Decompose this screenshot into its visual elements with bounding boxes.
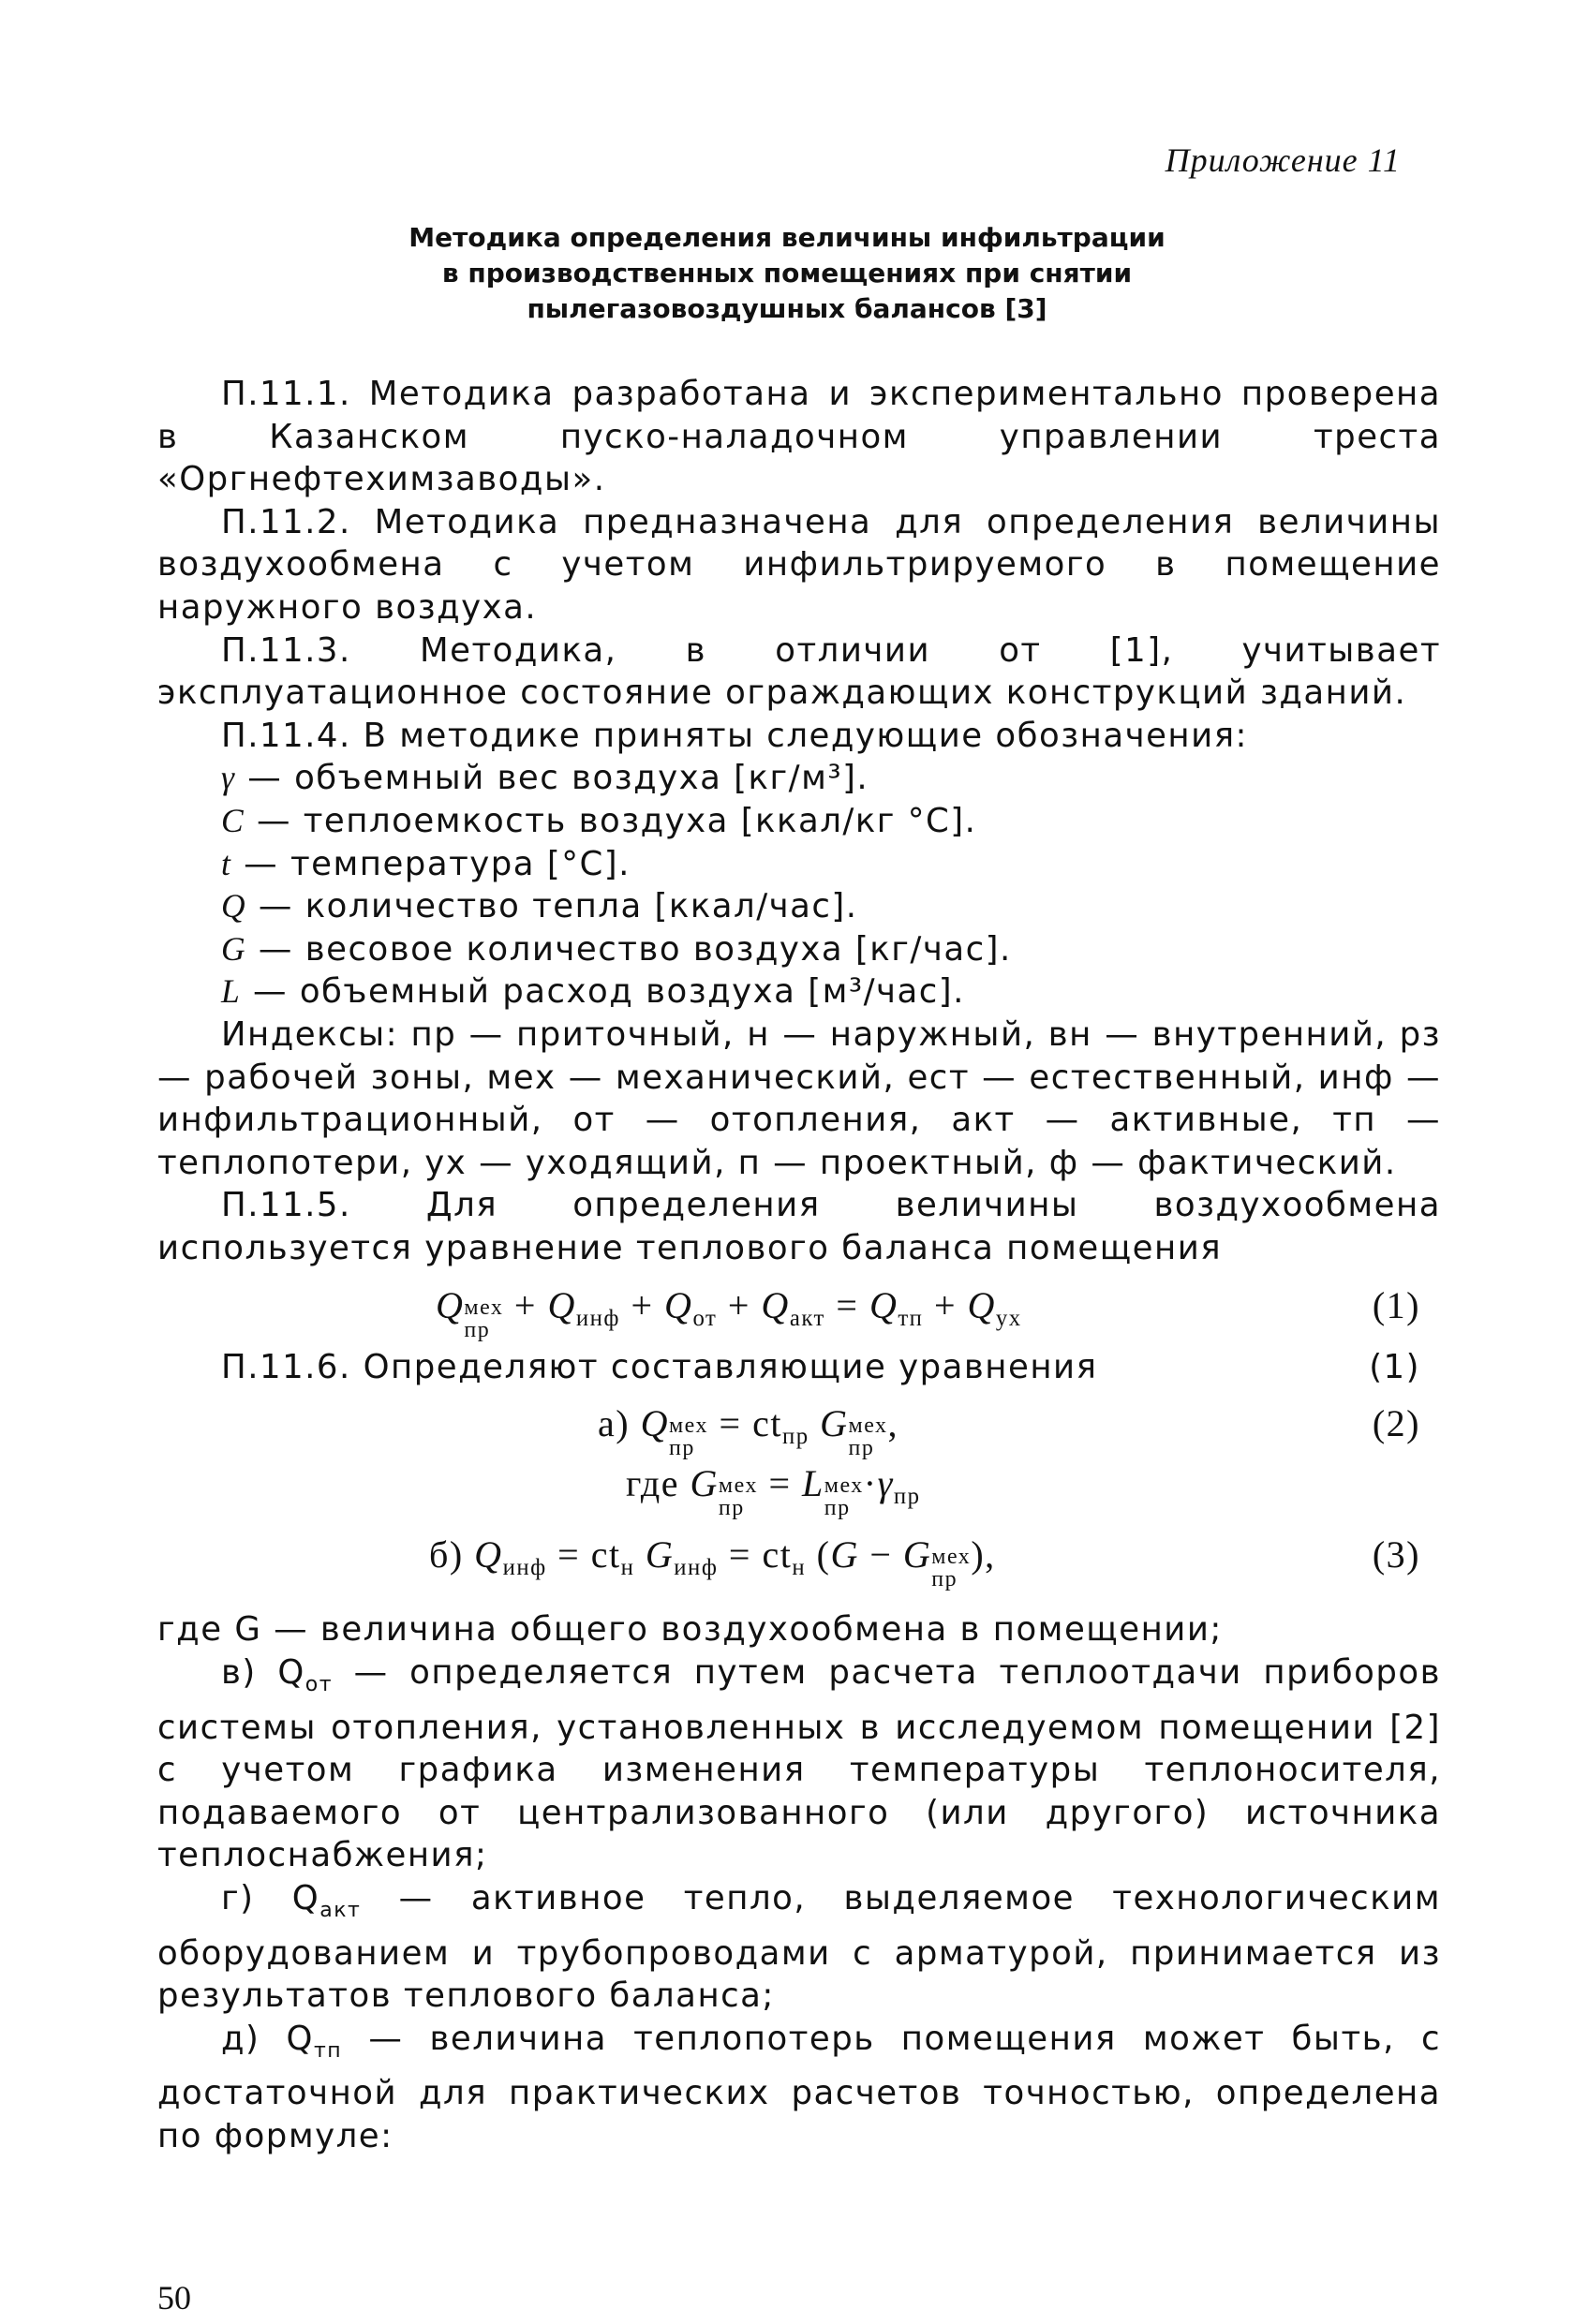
sup-mech: мех [848,1414,888,1439]
g-mech-indices [849,1414,888,1459]
sub-pr: пр [848,1436,875,1461]
symbol-letter: C [221,801,245,839]
symbol-description: — весовое количество воздуха [кг/час]. [246,929,1012,969]
symbol-q [157,885,1441,928]
paragraph-11-1: П.11.1. Методика разработана и экспериментально проверена в Казанском пуско-наладочном управлении треста «Оргнефтехимзаводы». [157,375,1441,499]
equation-2 [157,1397,1441,1461]
sub-tp: тп [898,1306,924,1332]
symbol-letter: γ [221,759,236,797]
equation-3-formula: б) $Q_{инф} = ct_н$ $G_{инф} = ct_н$ (G − G мех пр ), [429,1533,996,1592]
equation-3 [157,1526,1441,1601]
item-v-text: — определяется путем расчета теплоотдачи приборов системы отопления, установленных в исследуемом помещении [2] с учетом графика изменения температуры теплоносителя, подаваемого от централизованного (или другого) источника теплоснабжения; [157,1653,1441,1875]
paragraph-11-6 [157,1344,1441,1397]
equation-3-label: б) [429,1533,464,1576]
ct-symbol: ct [762,1533,793,1576]
q-ot-symbol: Q [664,1284,693,1327]
q-mech-indices [464,1296,503,1341]
q-tp-symbol: Q [869,1284,898,1327]
equation-2-label: а) [598,1402,631,1445]
sub-ukh: ух [995,1306,1022,1332]
q-ukh-symbol: Q [967,1284,996,1327]
item-g-text: — активное тепло, выделяемое технологическим оборудованием и трубопроводами с арматурой, принимается из результатов теплового баланса; [157,1879,1441,2016]
ct-symbol: ct [752,1402,782,1445]
title-line-1: Методика определения величины инфильтрации [408,222,1166,253]
equation-2-formula: а) Q мех пр = $ct_{пр}$ G мех пр , [598,1402,899,1461]
ct-symbol: ct [590,1533,621,1576]
g-total-symbol: G [830,1533,859,1576]
item-d-label: д) Q [221,2019,314,2058]
appendix-label: Приложение 11 [1165,141,1401,179]
g-mech-symbol: G [902,1533,932,1576]
sub-pr: пр [668,1436,695,1461]
sub-n: н [792,1555,807,1581]
sub-inf: инф [575,1306,620,1332]
item-d [157,2018,1441,2158]
symbol-gamma [157,757,1441,800]
sub-pr: пр [718,1496,745,1521]
symbol-description: — объемный вес воздуха [кг/м³]. [235,759,869,798]
item-v-label: в) Q [221,1653,305,1693]
q-inf-symbol: Q [474,1533,503,1576]
paragraph-11-5: П.11.5. Для определения величины воздухообмена используется уравнение теплового баланса помещения [157,1186,1441,1267]
sup-mech: мех [824,1473,864,1499]
q-mech-symbol: Q [640,1402,669,1445]
section-title [281,220,1293,327]
symbol-description: — количество тепла [ккал/час]. [246,887,858,926]
symbol-description: — объемный расход воздуха [м³/час]. [241,972,965,1012]
item-d-text: — величина теплопотерь помещения может быть, с достаточной для практических расчетов точностью, определена по формуле: [157,2019,1442,2155]
sub-pr: пр [893,1484,921,1510]
paragraph-11-6-text: П.11.6. Определяют составляющие уравнения [221,1348,1098,1387]
equation-3-number: (3) [1372,1533,1420,1576]
paragraph-11-3: П.11.3. Методика, в отличии от [1], учитывает эксплуатационное состояние ограждающих конструкций зданий. [157,630,1441,713]
sub-inf: инф [502,1555,547,1581]
equation-2-number: (2) [1372,1402,1420,1445]
item-g-label: г) Q [221,1879,320,1918]
l-mech-indices [824,1474,864,1519]
paragraph-11-6-number: (1) [1369,1348,1420,1387]
item-v [157,1651,1441,1877]
sup-mech: мех [718,1473,758,1499]
title-line-3: пылегазовоздушных балансов [3] [527,293,1047,324]
g-mech-indices [719,1474,758,1519]
sub-ot: от [692,1306,718,1332]
symbol-g [157,928,1441,971]
q-mech-symbol: Q [436,1284,465,1327]
title-line-2: в производственных помещениях при снятии [441,258,1133,289]
equation-2b-formula: где G мех пр = L мех пр $\cdot\gamma_{пр}$ [626,1462,921,1521]
q-inf-symbol: Q [547,1284,576,1327]
equation-1 [157,1269,1441,1344]
item-g-subscript: акт [319,1899,362,1923]
sub-akt: акт [789,1306,825,1332]
sub-pr: пр [931,1567,958,1592]
g-mech-symbol: G [820,1402,849,1445]
gamma-symbol: γ [877,1462,894,1505]
symbol-letter: L [221,972,242,1011]
sup-mech: мех [668,1414,708,1439]
sub-inf: инф [674,1555,719,1581]
sub-pr: пр [781,1424,809,1450]
item-d-subscript: тп [313,2038,343,2063]
where-word: где [626,1462,680,1505]
q-akt-symbol: Q [761,1284,790,1327]
g-definition: где G — величина общего воздухообмена в помещении; [157,1610,1223,1650]
l-mech-symbol: L [802,1462,824,1505]
equation-1-formula: Q мех пр + $Q_{инф} + Q_{от} + Q_{акт} = Q_{тп} + Q_{ух}$ [436,1284,1022,1343]
q-mech-indices [669,1414,708,1459]
symbol-letter: t [221,844,232,882]
sup-mech: мех [464,1295,504,1321]
g-mech-indices [931,1546,971,1591]
sup-mech: мех [931,1545,972,1570]
symbol-description: — теплоемкость воздуха [ккал/кг °C]. [245,801,977,840]
symbol-c [157,800,1441,843]
equation-2b [157,1458,1441,1526]
equation-1-number: (1) [1372,1284,1420,1327]
symbol-description: — температура [°C]. [231,844,631,883]
symbol-letter: Q [221,887,247,925]
paragraph-11-4: П.11.4. В методике приняты следующие обозначения: [221,716,1249,755]
item-v-subscript: от [304,1673,334,1697]
sub-pr: пр [824,1496,851,1521]
g-inf-symbol: G [645,1533,675,1576]
sub-pr: пр [464,1318,491,1343]
page-number: 50 [157,2279,191,2317]
body-text [157,373,1441,2158]
paragraph-11-2: П.11.2. Методика предназначена для определения величины воздухообмена с учетом инфильтрируемого в помещение наружного воздуха. [157,502,1441,627]
sub-n: н [620,1555,635,1581]
item-g [157,1877,1441,2018]
symbol-l [157,970,1441,1014]
indices-paragraph: Индексы: пр — приточный, н — наружный, вн — внутренний, рз — рабочей зоны, мех — механический, ест — естественный, инф — инфильтрационный, от — отопления, акт — активные, тп — теплопотери, ух — уходящий, п — проектный, ф — фактический. [157,1014,1441,1182]
symbol-letter: G [221,929,247,968]
g-mech-symbol: G [690,1462,719,1505]
symbol-t [157,843,1441,886]
